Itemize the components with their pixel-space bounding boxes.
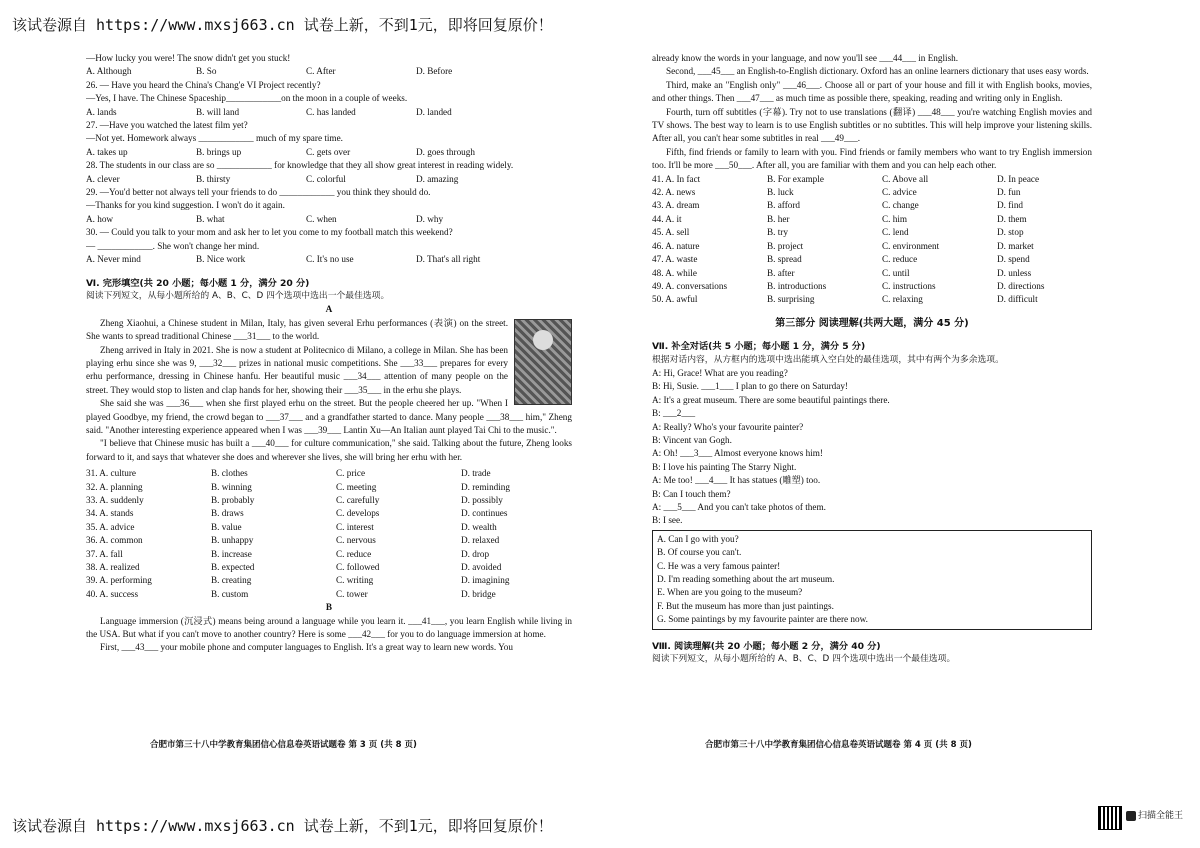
option-row: 35. A. advice B. value C. interest D. wealth	[86, 521, 497, 532]
part-heading: 第三部分 阅读理解(共两大题，满分 45 分)	[775, 317, 969, 329]
passage-paragraph: Fifth, find friends or family to learn with you. Find friends or family members who want to try English immersion too. It'll be more ___50___. After all, you are familiar with them and you can help each other.	[652, 146, 1092, 171]
question-28: 28. The students in our class are so ____________ for knowledge that they all show great interest in reading widely.	[86, 160, 514, 171]
passage-paragraph: Zheng Xiaohui, a Chinese student in Milan, Italy, has given several Erhu performances (表演) on the street. She wants to spread traditional Chinese ___31___ to the world.	[86, 317, 508, 342]
passage-paragraph: Language immersion (沉浸式) means being around a language while you learn it. ___41___, you learn English while living in the USA. But what if you can't move to another country? Here is some ___42___ for you to do language immersion at home.	[86, 615, 572, 640]
passage-paragraph: Fourth, turn off subtitles (字幕). Try not to use translations (翻译) ___48___ you're watching English movies and TV shows. The best way to learn is to use English subtitles or no subtitles. This will help improve your listening skills. After all, you can't hear some subtitles in real ___49___.	[652, 106, 1092, 144]
dialogue-options-box	[652, 530, 1092, 630]
question-27: 27. —Have you watched the latest film yet?	[86, 120, 248, 131]
option-row: 39. A. performing B. creating C. writing D. imagining	[86, 575, 510, 586]
erhu-performer-photo	[514, 319, 572, 405]
option-row: 45. A. sell B. try C. lend D. stop	[652, 227, 1024, 238]
option-row: 42. A. news B. luck C. advice D. fun	[652, 187, 1021, 198]
dialogue-line: B: I see.	[652, 515, 683, 526]
options-27: A. takes up B. brings up C. gets over D. goes through	[86, 146, 475, 157]
page-footer-right: 合肥市第三十八中学教育集团信心信息卷英语试题卷 第 4 页 (共 8 页)	[705, 740, 972, 750]
question-line: —Not yet. Homework always ____________ much of my spare time.	[86, 133, 343, 144]
option-item: A. Can I go with you?	[657, 533, 739, 544]
question-line: —Thanks for you kind suggestion. I won't do it again.	[86, 200, 285, 211]
option-row: 41. A. In fact B. For example C. Above all D. In peace	[652, 173, 1040, 184]
question-line: —How lucky you were! The snow didn't get you stuck!	[86, 53, 291, 63]
option-row: 32. A. planning B. winning C. meeting D. reminding	[86, 481, 510, 492]
options-28: A. clever B. thirsty C. colorful D. amazing	[86, 173, 459, 184]
options-30: A. Never mind B. Nice work C. It's no use D. That's all right	[86, 254, 481, 265]
question-30: 30. — Could you talk to your mom and ask her to let you come to my football match this weekend?	[86, 227, 453, 238]
cloze-b-options	[652, 173, 1092, 307]
dialogue-line: B: Vincent van Gogh.	[652, 434, 732, 445]
section-heading-cloze: Ⅵ. 完形填空(共 20 小题；每小题 1 分，满分 20 分)	[86, 277, 310, 289]
passage-paragraph: Third, make an "English only" ___46___. Choose all or part of your house and fill it with English books, movies, and other things. Then ___47___ as much time as possible there, speaking, reading and writing only in English.	[652, 79, 1092, 104]
dialogue-line: A: Really? Who's your favourite painter?	[652, 421, 804, 432]
option-row: 36. A. common B. unhappy C. nervous D. relaxed	[86, 535, 500, 546]
passage-paragraph: She said she was ___36___ when she first played erhu on the street. But the people cheered her up. "When I played Goodbye, my friend, the crowd began to ___37___ and a grandfather started to dance. Many people ___38___ him," Zheng said. "Another interesting experience appeared when I was ___39___ Lantin Xu—An Italian aunt played Tai Chi to the music.".	[86, 398, 572, 435]
section-heading-reading: Ⅷ. 阅读理解(共 20 小题；每小题 2 分，满分 40 分)	[652, 640, 881, 652]
left-page	[86, 52, 572, 655]
passage-label-b: B	[325, 602, 333, 613]
option-row: 34. A. stands B. draws C. develops D. continues	[86, 508, 508, 519]
option-item: C. He was a very famous painter!	[657, 560, 781, 571]
scanner-icon	[1126, 811, 1136, 821]
dialogue-line: B: ___2___	[652, 408, 696, 419]
source-banner-bottom: 该试卷源自 https://www.mxsj663.cn 试卷上新，不到1元，即将回复原价！	[12, 817, 553, 835]
dialogue-line: A: Me too! ___4___ It has statues (雕塑) too.	[652, 475, 821, 486]
section-instruction: 阅读下列短文，从每小题所给的 A、B、C、D 四个选项中选出一个最佳选项。	[652, 654, 956, 665]
option-row: 40. A. success B. custom C. tower D. bridge	[86, 588, 496, 599]
dialogue-line: B: Can I touch them?	[652, 488, 731, 499]
passage-label-a: A	[325, 304, 333, 315]
qr-code-icon	[1098, 806, 1122, 830]
section-instruction: 根据对话内容，从方框内的选项中选出能填入空白处的最佳选项，其中有两个为多余选项。	[652, 354, 1004, 365]
dialogue-line: B: Hi, Susie. ___1___ I plan to go there on Saturday!	[652, 381, 848, 392]
question-line: — ____________. She won't change her mind.	[86, 240, 260, 251]
option-row: 37. A. fall B. increase C. reduce D. drop	[86, 548, 490, 559]
option-row: 49. A. conversations B. introductions C. instructions D. directions	[652, 280, 1045, 291]
option-item: B. Of course you can't.	[657, 547, 742, 558]
option-item: D. I'm reading something about the art museum.	[657, 574, 835, 585]
page-footer-left: 合肥市第三十八中学教育集团信心信息卷英语试题卷 第 3 页 (共 8 页)	[150, 740, 417, 750]
question-line: —Yes, I have. The Chinese Spaceship____________on the moon in a couple of weeks.	[86, 93, 408, 104]
options-25: A. Although B. So C. After D. Before	[86, 66, 453, 77]
dialogue-line: A: ___5___ And you can't take photos of them.	[652, 502, 826, 512]
option-row: 31. A. culture B. clothes C. price D. trade	[86, 468, 491, 479]
option-row: 46. A. nature B. project C. environment D. market	[652, 240, 1034, 251]
option-row: 33. A. suddenly B. probably C. carefully D. possibly	[86, 495, 503, 505]
options-29: A. how B. what C. when D. why	[86, 213, 444, 224]
options-26: A. lands B. will land C. has landed D. landed	[86, 106, 452, 117]
option-row: 50. A. awful B. surprising C. relaxing D. difficult	[652, 294, 1038, 305]
dialogue-line: A: Hi, Grace! What are you reading?	[652, 367, 788, 378]
section-instruction: 阅读下列短文，从每小题所给的 A、B、C、D 四个选项中选出一个最佳选项。	[86, 290, 390, 301]
dialogue-line: A: It's a great museum. There are some beautiful paintings there.	[652, 394, 890, 405]
option-item: F. But the museum has more than just paintings.	[657, 600, 834, 611]
option-row: 44. A. it B. her C. him D. them	[652, 213, 1027, 224]
option-row: 43. A. dream B. afford C. change D. find	[652, 200, 1024, 211]
section-heading-dialogue: Ⅶ. 补全对话(共 5 小题；每小题 1 分，满分 5 分)	[652, 341, 866, 353]
passage-paragraph: First, ___43___ your mobile phone and computer languages to English. It's a great way to learn new words. You	[100, 642, 513, 653]
passage-paragraph: already know the words in your language, and now you'll see ___44___ in English.	[652, 53, 959, 63]
option-row: 48. A. while B. after C. until D. unless	[652, 267, 1032, 278]
dialogue-line: A: Oh! ___3___ Almost everyone knows him!	[652, 448, 823, 459]
passage-paragraph: "I believe that Chinese music has built a ___40___ for culture communication," she said. Talking about the future, Zheng looks forward to it, and says that whatever she does and wherever she lives, she will bring her erhu with her.	[86, 438, 572, 462]
option-row: 38. A. realized B. expected C. followed D. avoided	[86, 562, 502, 573]
right-page	[652, 52, 1092, 666]
question-29: 29. —You'd better not always tell your friends to do ____________ you think they should do.	[86, 187, 431, 198]
cloze-a-options	[86, 467, 572, 601]
dialogue	[652, 367, 1092, 528]
option-item: G. Some paintings by my favourite painter are there now.	[657, 614, 868, 625]
source-banner-top: 该试卷源自 https://www.mxsj663.cn 试卷上新，不到1元，即将回复原价！	[12, 16, 553, 34]
option-item: E. When are you going to the museum?	[657, 587, 803, 598]
option-row: 47. A. waste B. spread C. reduce D. spend	[652, 254, 1030, 265]
scanner-logo: 扫描全能王	[1126, 808, 1183, 821]
question-26: 26. — Have you heard the China's Chang'e VI Project recently?	[86, 79, 321, 90]
dialogue-line: B: I love his painting The Starry Night.	[652, 461, 797, 472]
passage-paragraph: Second, ___45___ an English-to-English dictionary. Oxford has an online learners dictionary that uses easy words.	[666, 66, 1089, 77]
passage-paragraph: Zheng arrived in Italy in 2021. She is now a student at Politecnico di Milano, a college in Milan. She has been playing erhu since she was 9, ___32___ prizes in national music competitions. She ___33___ prepares for every erhu performance, dressing in Chinese hanfu. Her beautiful music ___34___ attention of many people on the street. They would stop to listen and clap hands for her, showing their ___35___ in the erhu she plays.	[86, 344, 508, 395]
